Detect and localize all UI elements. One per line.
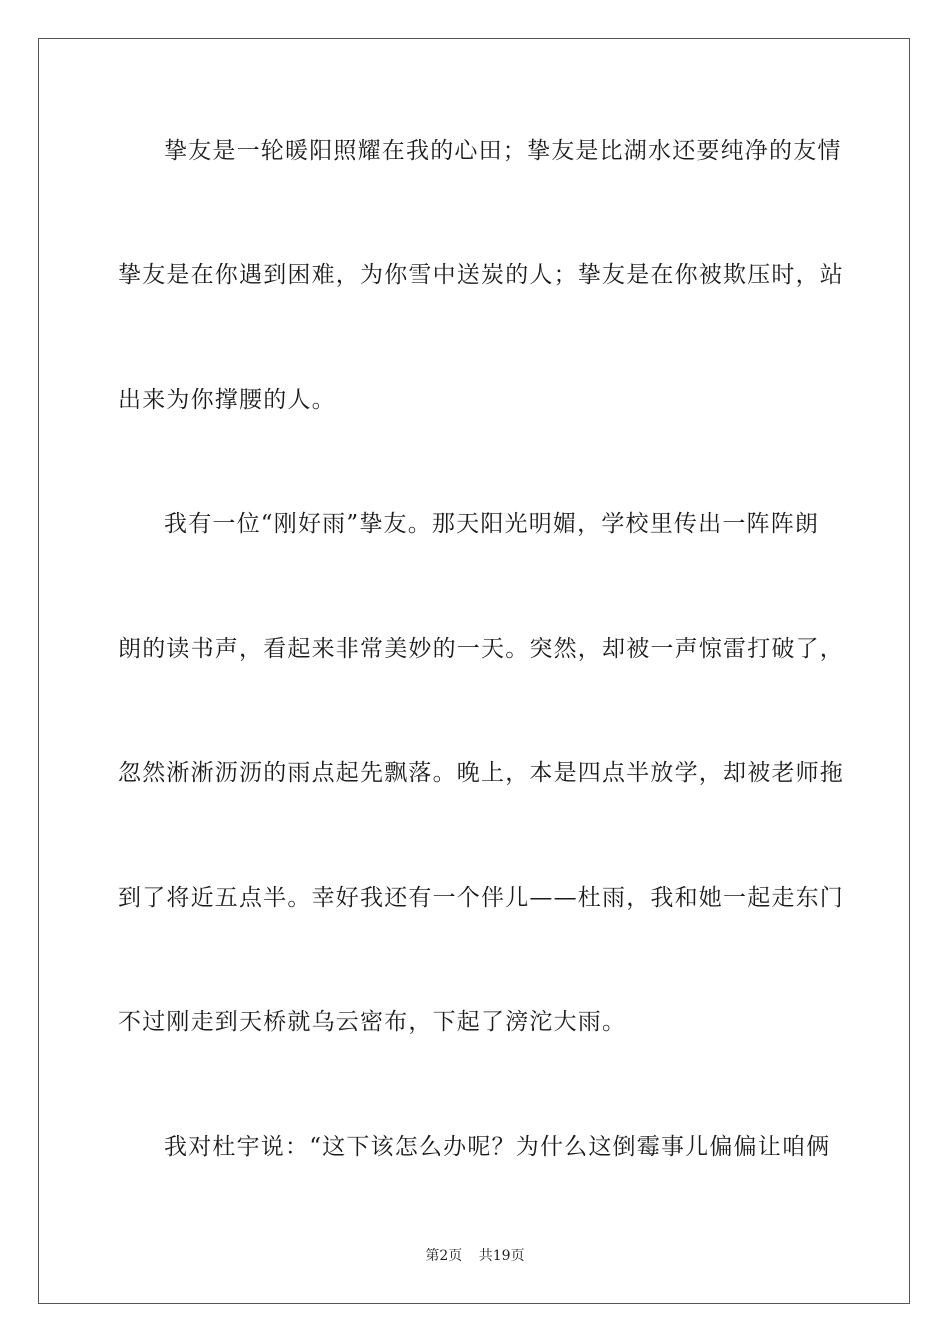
page-number: 第2页 [425, 1248, 463, 1264]
page-border [38, 38, 910, 1304]
paragraph-line: 出来为你撑腰的人。 [118, 387, 336, 413]
paragraph-line: 我有一位“刚好雨”挚友。那天阳光明媚，学校里传出一阵阵朗 [164, 511, 820, 537]
paragraph-line: 忽然淅淅沥沥的雨点起先飘落。晚上，本是四点半放学，却被老师拖 [118, 760, 844, 786]
paragraph-line: 挚友是一轮暖阳照耀在我的心田；挚友是比湖水还要纯净的友情 [164, 138, 842, 164]
page-total: 共19页 [478, 1248, 525, 1264]
paragraph-line: 挚友是在你遇到困难，为你雪中送炭的人；挚友是在你被欺压时，站 [118, 262, 844, 288]
paragraph-line: 我对杜宇说：“这下该怎么办呢？为什么这倒霉事儿偏偏让咱俩 [164, 1134, 831, 1160]
page-footer [0, 1247, 950, 1265]
paragraph-line: 到了将近五点半。幸好我还有一个伴儿——杜雨，我和她一起走东门 [118, 885, 844, 911]
paragraph-line: 不过刚走到天桥就乌云密布，下起了滂沱大雨。 [118, 1009, 627, 1035]
paragraph-line: 朗的读书声，看起来非常美妙的一天。突然，却被一声惊雷打破了， [118, 636, 844, 662]
